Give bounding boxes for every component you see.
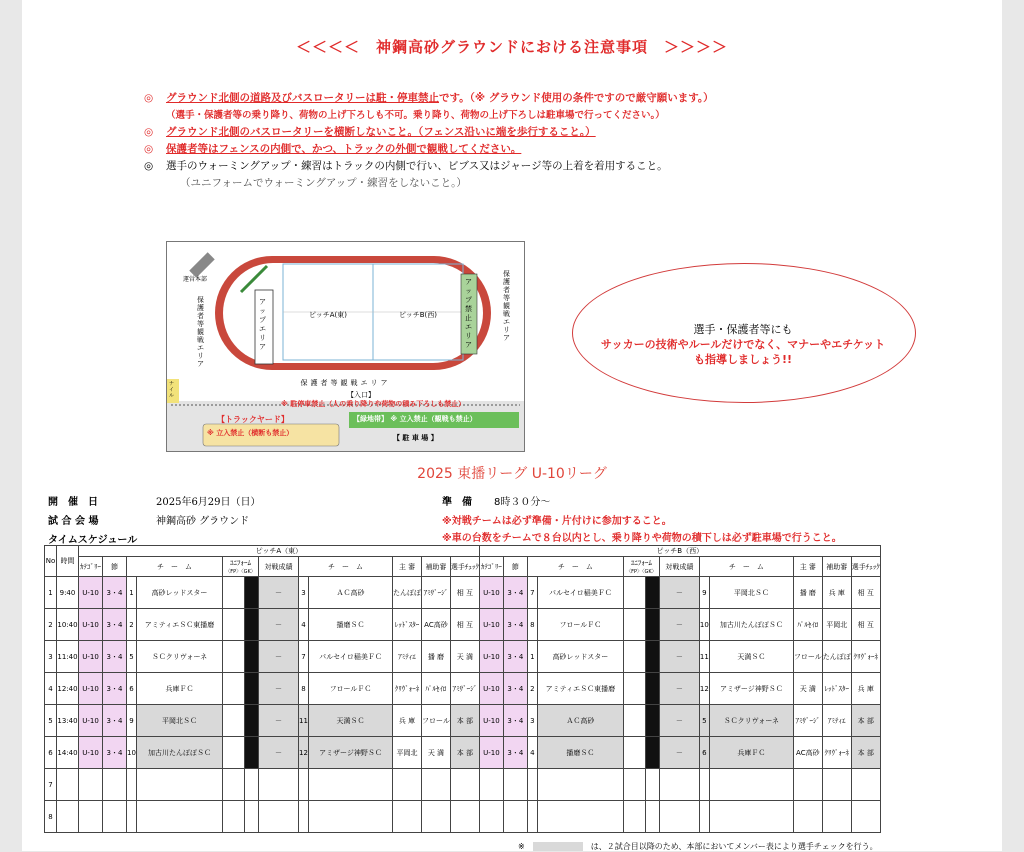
round-cell: 3・4 — [103, 577, 127, 609]
empty-cell — [259, 801, 299, 833]
result-cell: － — [659, 641, 699, 673]
result-cell: － — [259, 609, 299, 641]
round-cell: 3・4 — [103, 609, 127, 641]
empty-cell — [259, 769, 299, 801]
empty-cell — [623, 769, 645, 801]
check-cell: ｸﾘｳﾞｫｰﾈ — [851, 641, 880, 673]
result-cell: － — [659, 737, 699, 769]
referee-cell: ﾊﾟﾙｾｲﾛ — [793, 609, 822, 641]
note-prep: ※対戦チームは必ず準備・片付けに参加すること。 — [442, 516, 672, 527]
empty-cell — [479, 801, 503, 833]
row-time: 12:40 — [57, 673, 79, 705]
venue-value: 神鋼高砂 グラウンド — [156, 516, 250, 527]
away-team-name: 平岡北ＳＣ — [709, 577, 793, 609]
home-team-name: ＳＣクリヴォーネ — [137, 641, 223, 673]
check-cell: 相 互 — [851, 609, 880, 641]
uniform-fp-cell — [623, 737, 645, 769]
uniform-gk-cell — [245, 641, 259, 673]
map-entrance: 【入口】 — [347, 391, 375, 399]
footer-grey-swatch — [533, 842, 583, 851]
ground-map — [166, 241, 525, 452]
home-team-no: 9 — [127, 705, 137, 737]
row-no: 6 — [45, 737, 57, 769]
uniform-gk-cell — [245, 737, 259, 769]
row-time: 9:40 — [57, 577, 79, 609]
home-team-no: 1 — [127, 577, 137, 609]
row-no: 5 — [45, 705, 57, 737]
home-team-no: 8 — [527, 609, 537, 641]
category-cell: U-10 — [479, 577, 503, 609]
empty-cell — [659, 769, 699, 801]
referee-cell: ｱﾐｻﾞｰｼﾞ — [793, 705, 822, 737]
uniform-fp-cell — [223, 705, 245, 737]
uniform-header: ﾕﾆﾌｫｰﾑ 〈FP〉〈GK〉 — [223, 557, 259, 577]
map-up-area: アップエリア — [259, 298, 266, 351]
note-4-sub: （ユニフォームでウォーミングアップ・練習をしないこと。） — [180, 177, 467, 189]
referee-header: 主 審 — [393, 557, 422, 577]
empty-cell — [103, 769, 127, 801]
category-cell: U-10 — [479, 737, 503, 769]
away-team-name: アミザージ神野ＳＣ — [709, 673, 793, 705]
check-cell: 相 互 — [450, 577, 479, 609]
empty-cell — [422, 801, 451, 833]
map-parking: 【 駐 車 場 】 — [393, 434, 438, 442]
uniform-gk-cell — [645, 705, 659, 737]
round-cell: 3・4 — [103, 641, 127, 673]
check-cell: 天 満 — [450, 641, 479, 673]
empty-cell — [822, 769, 851, 801]
away-team-name: 天満ＳＣ — [309, 705, 393, 737]
category-cell: U-10 — [79, 737, 103, 769]
category-cell: U-10 — [79, 609, 103, 641]
assistant-header: 補助審 — [422, 557, 451, 577]
uniform-gk-cell — [245, 673, 259, 705]
category-header: ｶﾃｺﾞﾘｰ — [79, 557, 103, 577]
result-header: 対戦成績 — [259, 557, 299, 577]
result-cell: － — [259, 673, 299, 705]
row-time: 13:40 — [57, 705, 79, 737]
table-row — [45, 673, 881, 705]
empty-cell — [537, 801, 623, 833]
round-header: 節 — [503, 557, 527, 577]
away-team-name: ＡＣ高砂 — [309, 577, 393, 609]
row-no: 8 — [45, 801, 57, 833]
referee-cell: 天 満 — [793, 673, 822, 705]
uniform-fp-cell — [223, 641, 245, 673]
round-cell: 3・4 — [503, 609, 527, 641]
check-cell: 本 部 — [851, 737, 880, 769]
home-team-no: 5 — [127, 641, 137, 673]
away-team-no: 11 — [699, 641, 709, 673]
uniform-fp-cell — [223, 737, 245, 769]
map-no-up-area: アップ禁止エリア — [465, 278, 472, 349]
assistant-cell: 兵 庫 — [822, 577, 851, 609]
empty-cell — [793, 769, 822, 801]
uniform-gk-cell — [645, 641, 659, 673]
referee-cell: ｸﾘｳﾞｫｰﾈ — [393, 673, 422, 705]
result-cell: － — [659, 609, 699, 641]
empty-cell — [137, 801, 223, 833]
prep-label: 準 備 — [442, 497, 472, 508]
away-team-no: 7 — [299, 641, 309, 673]
map-green-zone: 【緑地帯】 ※ 立入禁止（観戦も禁止） — [353, 415, 477, 423]
empty-cell — [659, 801, 699, 833]
check-cell: 本 部 — [450, 737, 479, 769]
check-cell: 本 部 — [450, 705, 479, 737]
result-cell: － — [259, 705, 299, 737]
empty-cell — [699, 801, 709, 833]
empty-cell — [623, 801, 645, 833]
category-cell: U-10 — [479, 705, 503, 737]
round-cell: 3・4 — [503, 673, 527, 705]
row-no: 2 — [45, 609, 57, 641]
away-team-name: アミザージ神野ＳＣ — [309, 737, 393, 769]
pitch-b-header: ピッチB（西） — [479, 546, 880, 557]
uniform-fp-cell — [623, 673, 645, 705]
home-team-name: アミティエＳＣ東播磨 — [137, 609, 223, 641]
note-1: ◎ グラウンド北側の道路及びバスロータリーは駐・停車禁止です。（※ グラウンド使用の条件ですので厳守願います。） — [144, 92, 714, 104]
empty-cell — [223, 801, 245, 833]
home-team-name: 播磨ＳＣ — [537, 737, 623, 769]
table-row — [45, 801, 881, 833]
home-team-no: 1 — [527, 641, 537, 673]
result-cell: － — [259, 577, 299, 609]
uniform-fp-cell — [623, 641, 645, 673]
empty-cell — [103, 801, 127, 833]
away-team-name: ＳＣクリヴォーネ — [709, 705, 793, 737]
map-side-label: ナイル — [169, 381, 175, 399]
document-page — [22, 0, 1002, 851]
round-cell: 3・4 — [503, 737, 527, 769]
empty-cell — [822, 801, 851, 833]
away-team-no: 12 — [299, 737, 309, 769]
round-cell: 3・4 — [503, 705, 527, 737]
empty-cell — [450, 769, 479, 801]
note-1-sub: （選手・保護者等の乗り降り、荷物の上げ下ろしも不可。乗り降り、荷物の上げ下ろしは駐車場で行ってください。） — [166, 110, 665, 121]
footer-note: ※ は、２試合目以降のため、本部においてメンバー表により選手チェックを行う。 — [518, 842, 878, 851]
away-team-no: 8 — [299, 673, 309, 705]
time-header: 時間 — [57, 546, 79, 577]
assistant-cell: フロール — [422, 705, 451, 737]
home-team-no: 3 — [527, 705, 537, 737]
home-team-name: 高砂レッドスター — [137, 577, 223, 609]
empty-cell — [309, 769, 393, 801]
round-header: 節 — [103, 557, 127, 577]
row-time: 10:40 — [57, 609, 79, 641]
result-cell: － — [659, 673, 699, 705]
referee-cell: ｱﾐﾃｨｴ — [393, 641, 422, 673]
empty-cell — [127, 769, 137, 801]
assistant-cell: AC高砂 — [422, 609, 451, 641]
empty-cell — [137, 769, 223, 801]
pitch-a-header: ピッチA（東） — [79, 546, 480, 557]
note-parking: ※車の台数をチームで８台以内とし、乗り降りや荷物の積下しは必ず駐車場で行うこと。 — [442, 533, 842, 544]
team-header: チ ー ム — [527, 557, 623, 577]
uniform-gk-cell — [645, 737, 659, 769]
map-no-parking: ※ 駐停車禁止（人の乗り降りや荷物の積み下ろしも禁止） — [281, 400, 466, 408]
map-hq-label: 運営本部 — [183, 276, 208, 283]
category-cell: U-10 — [479, 641, 503, 673]
away-team-name: フロールＦＣ — [309, 673, 393, 705]
home-team-name: パルセイロ稲美ＦＣ — [537, 577, 623, 609]
assistant-cell: ｱﾐｻﾞｰｼﾞ — [422, 577, 451, 609]
referee-cell: ﾚｯﾄﾞｽﾀｰ — [393, 609, 422, 641]
check-header: 選手ﾁｪｯｸ — [450, 557, 479, 577]
away-team-no: 4 — [299, 609, 309, 641]
away-team-no: 9 — [699, 577, 709, 609]
category-cell: U-10 — [79, 577, 103, 609]
note-2: ◎ グラウンド北側のバスロータリーを横断しないこと。（フェンス沿いに端を歩行すること。） — [144, 126, 596, 138]
assistant-cell: たんぽぽ — [822, 641, 851, 673]
empty-cell — [422, 769, 451, 801]
map-spectator-right: 保護者等観戦エリア — [503, 270, 510, 342]
category-cell: U-10 — [79, 641, 103, 673]
assistant-header: 補助審 — [822, 557, 851, 577]
uniform-fp-cell — [623, 705, 645, 737]
uniform-gk-cell — [645, 577, 659, 609]
category-cell: U-10 — [79, 673, 103, 705]
check-cell: ｱﾐｻﾞｰｼﾞ — [450, 673, 479, 705]
note-4: ◎ 選手のウォーミングアップ・練習はトラックの内側で行い、ビブス又はジャージ等の上着を着用すること。 — [144, 160, 668, 172]
empty-cell — [245, 801, 259, 833]
row-time: 11:40 — [57, 641, 79, 673]
no-header: No — [45, 546, 57, 577]
venue-label: 試 合 会 場 — [48, 516, 99, 527]
empty-cell — [299, 801, 309, 833]
row-no: 1 — [45, 577, 57, 609]
table-row — [45, 737, 881, 769]
assistant-cell: ﾚｯﾄﾞｽﾀｰ — [822, 673, 851, 705]
empty-cell — [299, 769, 309, 801]
team-header: チ ー ム — [299, 557, 393, 577]
empty-cell — [393, 769, 422, 801]
empty-cell — [127, 801, 137, 833]
referee-cell: 播 磨 — [793, 577, 822, 609]
check-header: 選手ﾁｪｯｸ — [851, 557, 880, 577]
referee-header: 主 審 — [793, 557, 822, 577]
home-team-name: 兵庫ＦＣ — [137, 673, 223, 705]
map-spectator-bottom: 保護者等観戦エリア — [300, 379, 391, 387]
referee-cell: たんぽぽ — [393, 577, 422, 609]
away-team-name: 播磨ＳＣ — [309, 609, 393, 641]
empty-cell — [223, 769, 245, 801]
team-header: チ ー ム — [699, 557, 793, 577]
empty-cell — [79, 801, 103, 833]
uniform-fp-cell — [623, 577, 645, 609]
round-cell: 3・4 — [103, 673, 127, 705]
home-team-name: フロールＦＣ — [537, 609, 623, 641]
empty-cell — [309, 801, 393, 833]
map-spectator-left: 保護者等観戦エリア — [197, 296, 204, 368]
empty-cell — [79, 769, 103, 801]
uniform-header: ﾕﾆﾌｫｰﾑ 〈FP〉〈GK〉 — [623, 557, 659, 577]
referee-cell: フロール — [793, 641, 822, 673]
date-label: 開 催 日 — [48, 497, 98, 508]
result-header: 対戦成績 — [659, 557, 699, 577]
check-cell: 相 互 — [851, 577, 880, 609]
referee-cell: 兵 庫 — [393, 705, 422, 737]
row-no: 3 — [45, 641, 57, 673]
away-team-no: 6 — [699, 737, 709, 769]
empty-cell — [645, 769, 659, 801]
away-team-no: 12 — [699, 673, 709, 705]
away-team-no: 11 — [299, 705, 309, 737]
page-title: ＜＜＜＜ 神鋼高砂グラウンドにおける注意事項 ＞＞＞＞ — [295, 38, 728, 56]
schedule-label: タイムスケジュール — [48, 535, 138, 546]
empty-cell — [851, 801, 880, 833]
away-team-name: パルセイロ稲美ＦＣ — [309, 641, 393, 673]
team-header: チ ー ム — [127, 557, 223, 577]
empty-cell — [851, 769, 880, 801]
home-team-no: 10 — [127, 737, 137, 769]
league-title: 2025 東播リーグ U-10リーグ — [417, 466, 607, 482]
round-cell: 3・4 — [103, 705, 127, 737]
assistant-cell: ﾊﾟﾙｾｲﾛ — [422, 673, 451, 705]
empty-cell — [450, 801, 479, 833]
empty-cell — [503, 801, 527, 833]
empty-cell — [527, 801, 537, 833]
category-cell: U-10 — [479, 609, 503, 641]
map-pitch-a: ピッチA(東) — [309, 311, 347, 319]
uniform-fp-cell — [223, 609, 245, 641]
check-cell: 相 互 — [450, 609, 479, 641]
uniform-gk-cell — [645, 609, 659, 641]
away-team-no: 10 — [699, 609, 709, 641]
uniform-gk-cell — [245, 609, 259, 641]
uniform-fp-cell — [623, 609, 645, 641]
row-no: 4 — [45, 673, 57, 705]
table-row — [45, 609, 881, 641]
category-header: ｶﾃｺﾞﾘｰ — [479, 557, 503, 577]
row-no: 7 — [45, 769, 57, 801]
map-track-yard-note: ※ 立入禁止（横断も禁止） — [207, 429, 294, 437]
uniform-fp-cell — [223, 577, 245, 609]
home-team-no: 2 — [127, 609, 137, 641]
away-team-name: 加古川たんぽぽＳＣ — [709, 609, 793, 641]
map-pitch-b: ピッチB(西) — [399, 311, 437, 319]
away-team-no: 3 — [299, 577, 309, 609]
assistant-cell: 平岡北 — [822, 609, 851, 641]
row-time — [57, 769, 79, 801]
uniform-fp-cell — [223, 673, 245, 705]
empty-cell — [537, 769, 623, 801]
empty-cell — [245, 769, 259, 801]
assistant-cell: ｸﾘｳﾞｫｰﾈ — [822, 737, 851, 769]
home-team-name: ＡＣ高砂 — [537, 705, 623, 737]
schedule-table — [44, 545, 881, 833]
empty-cell — [503, 769, 527, 801]
check-cell: 本 部 — [851, 705, 880, 737]
uniform-gk-cell — [245, 705, 259, 737]
table-row — [45, 641, 881, 673]
home-team-name: 平岡北ＳＣ — [137, 705, 223, 737]
home-team-no: 2 — [527, 673, 537, 705]
manners-text: 選手・保護者等にも サッカーの技術やルールだけでなく、マナーやエチケット も指導しましょう!! — [600, 323, 886, 366]
uniform-gk-cell — [245, 577, 259, 609]
map-track-yard: 【トラックヤード】 — [217, 415, 289, 424]
home-team-no: 7 — [527, 577, 537, 609]
home-team-name: アミティエＳＣ東播磨 — [537, 673, 623, 705]
check-cell: 兵 庫 — [851, 673, 880, 705]
date-value: 2025年6月29日（日） — [156, 497, 261, 508]
home-team-no: 4 — [527, 737, 537, 769]
empty-cell — [645, 801, 659, 833]
referee-cell: 平岡北 — [393, 737, 422, 769]
empty-cell — [793, 801, 822, 833]
category-cell: U-10 — [79, 705, 103, 737]
table-row — [45, 769, 881, 801]
result-cell: － — [259, 737, 299, 769]
away-team-name: 兵庫ＦＣ — [709, 737, 793, 769]
assistant-cell: 天 満 — [422, 737, 451, 769]
uniform-gk-cell — [645, 673, 659, 705]
empty-cell — [527, 769, 537, 801]
empty-cell — [709, 801, 793, 833]
round-cell: 3・4 — [103, 737, 127, 769]
empty-cell — [699, 769, 709, 801]
home-team-no: 6 — [127, 673, 137, 705]
row-time: 14:40 — [57, 737, 79, 769]
assistant-cell: 播 磨 — [422, 641, 451, 673]
empty-cell — [709, 769, 793, 801]
referee-cell: AC高砂 — [793, 737, 822, 769]
caution-notes — [144, 90, 714, 192]
home-team-name: 加古川たんぽぽＳＣ — [137, 737, 223, 769]
note-3: ◎ 保護者等はフェンスの内側で、かつ、トラックの外側で観戦してください。 — [144, 143, 522, 155]
home-team-name: 高砂レッドスター — [537, 641, 623, 673]
round-cell: 3・4 — [503, 641, 527, 673]
row-time — [57, 801, 79, 833]
result-cell: － — [659, 577, 699, 609]
round-cell: 3・4 — [503, 577, 527, 609]
empty-cell — [393, 801, 422, 833]
table-row — [45, 577, 881, 609]
prep-value: 8時３０分～ — [494, 497, 551, 508]
result-cell: － — [659, 705, 699, 737]
assistant-cell: ｱﾐﾃｨｴ — [822, 705, 851, 737]
away-team-no: 5 — [699, 705, 709, 737]
empty-cell — [479, 769, 503, 801]
table-row — [45, 705, 881, 737]
category-cell: U-10 — [479, 673, 503, 705]
away-team-name: 天満ＳＣ — [709, 641, 793, 673]
result-cell: － — [259, 641, 299, 673]
